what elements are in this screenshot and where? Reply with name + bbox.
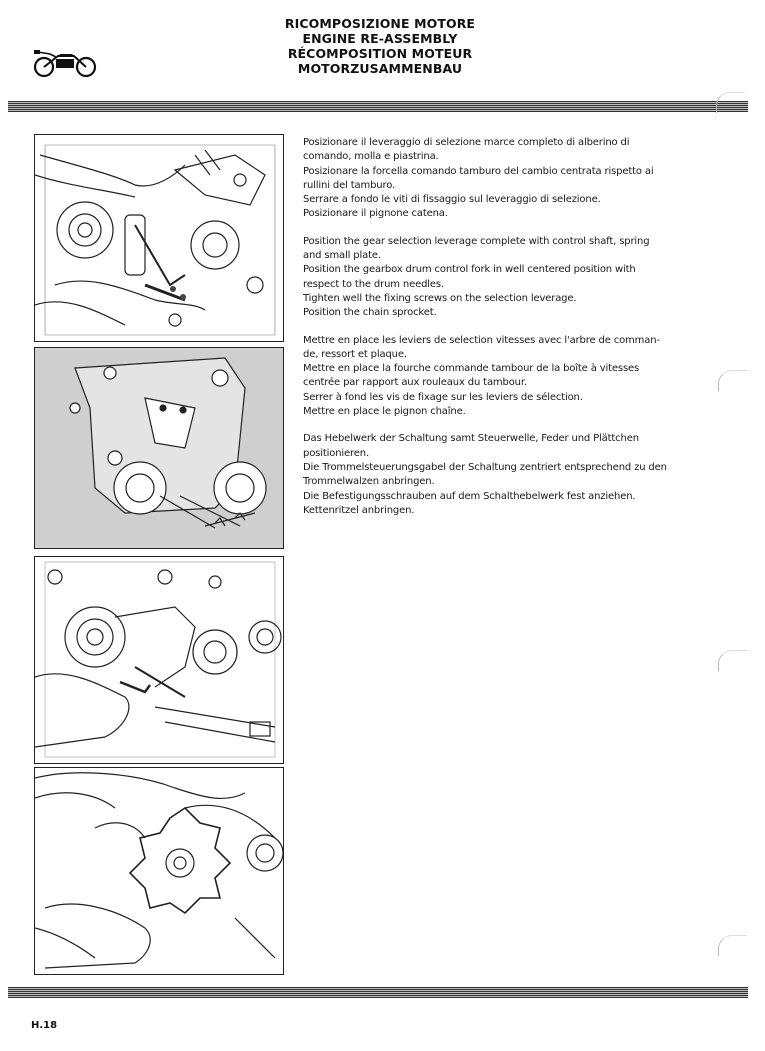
title-french: RÉCOMPOSITION MOTEUR bbox=[287, 46, 473, 61]
text-line: Die Befestigungsschrauben auf dem Schalthebelwerk fest anziehen. bbox=[303, 490, 636, 502]
text-line: de, ressort et plaque. bbox=[303, 348, 407, 360]
text-line: Die Trommelsteuerungsgabel der Schaltung zentriert entsprechend zu den bbox=[303, 461, 667, 473]
text-line: Posizionare il pignone catena. bbox=[303, 208, 448, 220]
text-line: respect to the drum needles. bbox=[303, 278, 444, 290]
paragraph-french bbox=[303, 334, 691, 420]
tighten-screws-illustration bbox=[34, 556, 284, 764]
text-line: Serrare a fondo le viti di fissaggio sul leveraggio di selezione. bbox=[303, 194, 601, 206]
instructions-text bbox=[303, 136, 691, 531]
footer-divider bbox=[8, 987, 748, 998]
paragraph-italian bbox=[303, 136, 691, 222]
page-title bbox=[240, 16, 520, 76]
binder-hole-mark bbox=[718, 650, 747, 671]
text-line: comando, molla e piastrina. bbox=[303, 151, 439, 163]
text-line: Position the gearbox drum control fork in well centered position with bbox=[303, 264, 636, 276]
text-line: Das Hebelwerk der Schaltung samt Steuerwelle, Feder und Plättchen bbox=[303, 433, 639, 445]
text-line: Kettenritzel anbringen. bbox=[303, 504, 415, 516]
paragraph-german bbox=[303, 432, 691, 518]
chain-sprocket-illustration bbox=[34, 767, 284, 975]
text-line: and small plate. bbox=[303, 250, 381, 262]
text-line: Mettre en place la fourche commande tambour de la boîte à vitesses bbox=[303, 363, 640, 375]
text-line: Position the chain sprocket. bbox=[303, 307, 437, 319]
title-english: ENGINE RE-ASSEMBLY bbox=[302, 31, 458, 46]
title-italian: RICOMPOSIZIONE MOTORE bbox=[284, 16, 476, 31]
binder-hole-mark bbox=[718, 935, 747, 956]
text-line: Serrer à fond les vis de fixage sur les leviers de sélection. bbox=[303, 391, 583, 403]
title-german: MOTORZUSAMMENBAU bbox=[297, 61, 463, 76]
text-line: Mettre en place les leviers de selection vitesses avec l'arbre de comman- bbox=[303, 334, 660, 346]
text-line: Trommelwalzen anbringen. bbox=[303, 476, 435, 488]
text-line: centrée par rapport aux rouleaux du tambour. bbox=[303, 377, 527, 389]
drum-fork-alignment-diagram bbox=[34, 347, 284, 549]
text-line: Position the gear selection leverage complete with control shaft, spring bbox=[303, 235, 650, 247]
page-number: H.18 bbox=[31, 1020, 58, 1031]
gear-selector-install-illustration bbox=[34, 134, 284, 342]
motorcycle-icon bbox=[30, 42, 100, 78]
text-line: rullini del tamburo. bbox=[303, 179, 396, 191]
text-line: Tighten well the fixing screws on the selection leverage. bbox=[303, 292, 577, 304]
text-line: Posizionare la forcella comando tamburo del cambio centrata rispetto ai bbox=[303, 165, 654, 177]
text-line: Mettre en place le pignon chaîne. bbox=[303, 406, 466, 418]
binder-hole-mark bbox=[718, 370, 747, 391]
paragraph-english bbox=[303, 235, 691, 321]
binder-hole-mark bbox=[716, 92, 745, 113]
text-line: Posizionare il leveraggio di selezione marce completo di alberino di bbox=[303, 137, 630, 148]
text-line: positionieren. bbox=[303, 447, 370, 459]
header-divider bbox=[8, 101, 748, 112]
